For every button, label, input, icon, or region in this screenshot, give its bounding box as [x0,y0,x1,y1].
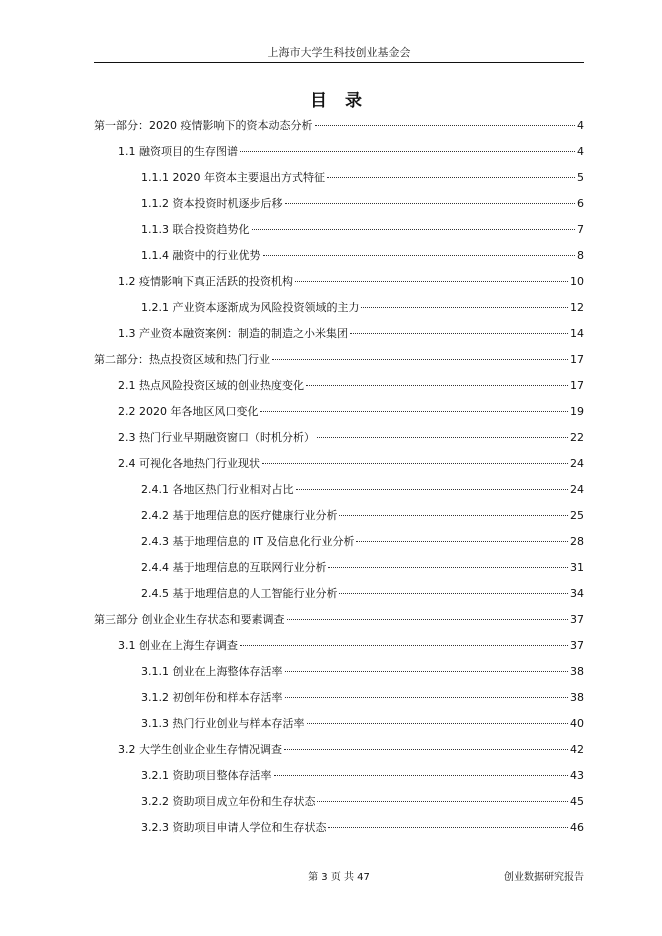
toc-dot-leader [306,385,568,386]
toc-entry[interactable] [94,793,584,819]
toc-entry[interactable] [94,429,584,455]
toc-entry-text: 1.2.1 产业资本逐渐成为风险投资领域的主力 [141,301,360,314]
toc-entry[interactable] [94,143,584,169]
toc-entry[interactable] [94,195,584,221]
header-divider [94,62,584,63]
toc-entry-text: 2.4.5 基于地理信息的人工智能行业分析 [141,587,338,600]
report-name: 创业数据研究报告 [504,872,584,883]
toc-entry-text: 3.2.3 资助项目申请人学位和生存状态 [141,821,327,834]
toc-entry-text: 2.3 热门行业早期融资窗口（时机分析） [118,431,315,444]
toc-entry-text: 3.1.2 初创年份和样本存活率 [141,691,283,704]
toc-dot-leader [262,463,568,464]
toc-dot-leader [339,515,568,516]
toc-entry[interactable] [94,325,584,351]
toc-entry-page: 46 [570,821,584,834]
toc-entry-page: 12 [570,301,584,314]
toc-entry-page: 28 [570,535,584,548]
toc-entry[interactable] [94,689,584,715]
toc-entry[interactable] [94,507,584,533]
toc-entry[interactable] [94,819,584,845]
toc-entry-text: 3.2.2 资助项目成立年份和生存状态 [141,795,316,808]
toc-dot-leader [274,775,569,776]
toc-entry-text: 3.1 创业在上海生存调查 [118,639,238,652]
toc-dot-leader [285,203,576,204]
toc-entry[interactable] [94,351,584,377]
table-of-contents [94,117,584,845]
toc-entry-text: 1.1.2 资本投资时机逐步后移 [141,197,283,210]
toc-dot-leader [285,697,569,698]
toc-dot-leader [296,489,569,490]
toc-entry-page: 38 [570,691,584,704]
toc-entry-page: 43 [570,769,584,782]
toc-entry-page: 34 [570,587,584,600]
toc-entry-page: 4 [577,145,584,158]
toc-entry-page: 40 [570,717,584,730]
toc-title: 目 录 [310,91,368,111]
toc-entry-text: 3.2.1 资助项目整体存活率 [141,769,272,782]
toc-entry-text: 第二部分：热点投资区域和热门行业 [94,353,270,366]
toc-dot-leader [361,307,568,308]
toc-entry-page: 45 [570,795,584,808]
toc-entry-text: 2.4.4 基于地理信息的互联网行业分析 [141,561,327,574]
toc-entry[interactable] [94,169,584,195]
page-number: 第 3 页 共 47 [308,872,370,883]
toc-dot-leader [328,567,568,568]
toc-entry[interactable] [94,481,584,507]
toc-entry-text: 2.1 热点风险投资区域的创业热度变化 [118,379,304,392]
toc-dot-leader [350,333,568,334]
toc-dot-leader [307,723,569,724]
toc-entry[interactable] [94,273,584,299]
toc-entry[interactable] [94,663,584,689]
toc-entry-text: 1.3 产业资本融资案例：制造的制造之小米集团 [118,327,348,340]
toc-entry[interactable] [94,455,584,481]
toc-entry[interactable] [94,247,584,273]
toc-entry[interactable] [94,715,584,741]
toc-entry-page: 4 [577,119,584,132]
toc-entry-text: 3.1.3 热门行业创业与样本存活率 [141,717,305,730]
toc-entry-text: 2.4.2 基于地理信息的医疗健康行业分析 [141,509,338,522]
toc-entry-text: 2.4 可视化各地热门行业现状 [118,457,260,470]
toc-entry-page: 24 [570,483,584,496]
toc-entry-page: 10 [570,275,584,288]
toc-entry-text: 第三部分 创业企业生存状态和要素调查 [94,613,285,626]
toc-dot-leader [328,827,568,828]
toc-entry-page: 17 [570,353,584,366]
toc-entry[interactable] [94,585,584,611]
toc-entry-page: 31 [570,561,584,574]
toc-entry[interactable] [94,221,584,247]
toc-dot-leader [260,411,568,412]
toc-entry-page: 37 [570,613,584,626]
toc-entry-text: 2.4.3 基于地理信息的 IT 及信息化行业分析 [141,535,355,548]
toc-entry-page: 24 [570,457,584,470]
toc-entry-text: 2.2 2020 年各地区风口变化 [118,405,259,418]
toc-dot-leader [252,229,576,230]
toc-entry-text: 1.1.1 2020 年资本主要退出方式特征 [141,171,325,184]
toc-entry-text: 1.1 融资项目的生存图谱 [118,145,238,158]
toc-entry-text: 1.2 疫情影响下真正活跃的投资机构 [118,275,293,288]
toc-entry[interactable] [94,767,584,793]
toc-dot-leader [295,281,568,282]
toc-dot-leader [317,801,568,802]
toc-entry-page: 19 [570,405,584,418]
toc-dot-leader [339,593,568,594]
toc-dot-leader [356,541,568,542]
toc-entry-page: 7 [577,223,584,236]
toc-dot-leader [327,177,575,178]
toc-entry-text: 第一部分：2020 疫情影响下的资本动态分析 [94,119,313,132]
toc-entry-page: 14 [570,327,584,340]
toc-dot-leader [315,125,576,126]
toc-dot-leader [263,255,576,256]
toc-entry-page: 37 [570,639,584,652]
toc-entry-text: 1.1.4 融资中的行业优势 [141,249,261,262]
toc-entry[interactable] [94,533,584,559]
toc-entry[interactable] [94,299,584,325]
toc-dot-leader [287,619,569,620]
toc-entry[interactable] [94,637,584,663]
toc-entry[interactable] [94,403,584,429]
toc-dot-leader [240,645,568,646]
toc-entry[interactable] [94,559,584,585]
toc-entry[interactable] [94,377,584,403]
toc-dot-leader [317,437,568,438]
toc-entry-text: 2.4.1 各地区热门行业相对占比 [141,483,294,496]
toc-entry-page: 5 [577,171,584,184]
toc-entry-page: 25 [570,509,584,522]
toc-dot-leader [272,359,568,360]
toc-entry[interactable] [94,741,584,767]
toc-entry-page: 8 [577,249,584,262]
toc-entry-page: 42 [570,743,584,756]
toc-dot-leader [240,151,575,152]
toc-dot-leader [284,749,568,750]
toc-entry-page: 17 [570,379,584,392]
toc-entry-text: 3.2 大学生创业企业生存情况调查 [118,743,282,756]
toc-entry-page: 38 [570,665,584,678]
page-header: 上海市大学生科技创业基金会 [267,46,411,59]
toc-entry-text: 1.1.3 联合投资趋势化 [141,223,250,236]
toc-entry[interactable] [94,117,584,143]
toc-entry-page: 22 [570,431,584,444]
toc-entry[interactable] [94,611,584,637]
toc-entry-page: 6 [577,197,584,210]
toc-dot-leader [285,671,569,672]
toc-entry-text: 3.1.1 创业在上海整体存活率 [141,665,283,678]
